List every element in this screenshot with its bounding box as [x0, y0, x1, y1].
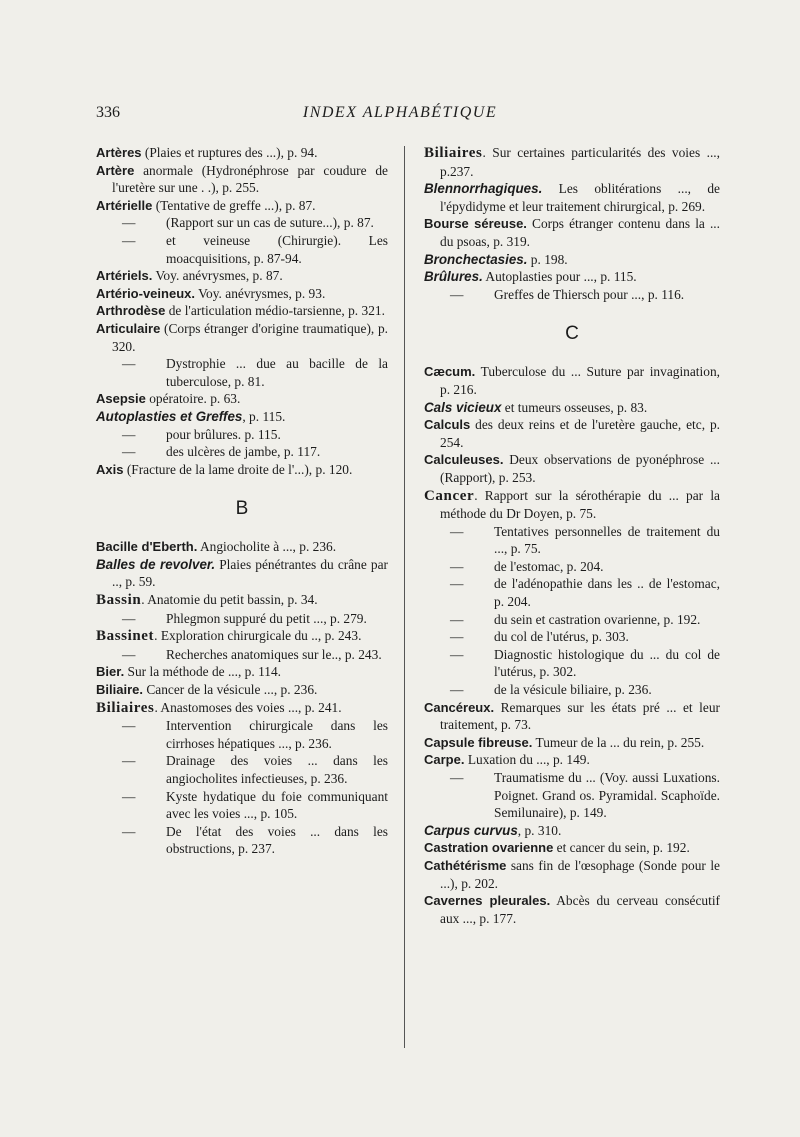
page-number: 336 — [96, 104, 120, 121]
index-entry — [424, 487, 720, 523]
entry-headword: Bier. — [96, 664, 125, 680]
index-entry — [424, 839, 720, 857]
index-subentry — [424, 628, 720, 646]
index-entry — [96, 663, 388, 681]
entry-text: Remarques sur les états pré ... et leur traitement, p. 73. — [440, 699, 720, 733]
entry-text: Cancer de la vésicule ..., p. 236. — [142, 682, 318, 698]
section-letter: C — [565, 323, 579, 345]
entry-headword: Capsule fibreuse. — [424, 734, 533, 750]
entry-text: , p. 115. — [242, 408, 286, 424]
entry-headword: Bassinet — [96, 628, 155, 645]
entry-headword: Cavernes pleurales. — [424, 893, 551, 909]
entry-text: Voy. anévrysmes, p. 87. — [152, 268, 283, 284]
entry-headword: Artérielle — [96, 197, 153, 213]
subentry-dash: — — [450, 523, 464, 539]
index-entry — [96, 302, 388, 320]
running-head: INDEX ALPHABÉTIQUE — [302, 104, 498, 121]
subentry-dash: — — [122, 823, 136, 839]
entry-text: Voy. anévrysmes, p. 93. — [194, 285, 326, 301]
entry-text: Tumeur de la ... du rein, p. 255. — [532, 734, 705, 750]
entry-headword: Brûlures. — [424, 269, 483, 285]
index-entry — [96, 197, 388, 215]
index-entry — [424, 451, 720, 486]
section-letter: B — [235, 498, 249, 520]
entry-headword: Cals vicieux — [424, 399, 502, 415]
entry-text: Plaies pénétrantes du crâne par .., p. 59. — [112, 556, 388, 590]
entry-text: (Plaies et ruptures des ...), p. 94. — [141, 145, 318, 160]
left-column — [96, 144, 388, 858]
entry-text: Angiocholite à ..., p. 236. — [197, 539, 337, 555]
index-subentry — [96, 214, 388, 232]
right-column — [424, 144, 720, 927]
index-entry — [424, 399, 720, 417]
entry-headword: Biliaire. — [96, 682, 143, 698]
subentry-dash: — — [122, 444, 136, 460]
column-divider — [404, 146, 405, 1048]
index-entry — [96, 267, 388, 285]
subentry-text: du col de l'utérus, p. 303. — [494, 629, 629, 645]
entry-headword: Carpus curvus — [424, 822, 518, 838]
subentry-dash: — — [450, 576, 464, 592]
index-entry — [424, 215, 720, 250]
index-subentry — [96, 443, 388, 461]
entry-headword: Asepsie — [96, 391, 146, 407]
entry-headword: Bacille d'Eberth. — [96, 539, 198, 555]
index-entry — [424, 363, 720, 398]
entry-text: Luxation du ..., p. 149. — [464, 752, 590, 768]
entry-headword: Articulaire — [96, 320, 161, 336]
index-entry — [96, 556, 388, 591]
entry-headword: Artère — [96, 162, 135, 178]
index-entry — [96, 390, 388, 408]
subentry-text: Phlegmon suppuré du petit ..., p. 279. — [166, 610, 367, 626]
index-entry — [424, 734, 720, 752]
entry-text: Deux observations de pyonéphrose ... (Rapport), p. 253. — [440, 452, 720, 485]
index-entry — [96, 699, 388, 718]
index-entry — [96, 408, 388, 426]
index-entry — [424, 416, 720, 451]
entry-text: . Sur certaines particularités des voies ..., p.237. — [440, 145, 720, 179]
subentry-text: De l'état des voies ... dans les obstructions, p. 237. — [166, 823, 388, 857]
subentry-text: pour brûlures. p. 115. — [166, 426, 281, 442]
index-entry — [424, 180, 720, 215]
index-subentry — [424, 681, 720, 699]
subentry-dash: — — [122, 718, 136, 734]
entry-text: . Anatomie du petit bassin, p. 34. — [141, 592, 318, 608]
index-subentry — [96, 232, 388, 267]
index-subentry — [96, 788, 388, 823]
index-entry — [96, 538, 388, 556]
entry-text: . Exploration chirurgicale du .., p. 243. — [154, 628, 362, 644]
index-entry — [96, 285, 388, 303]
subentry-dash: — — [450, 646, 464, 662]
index-entry — [424, 144, 720, 180]
subentry-dash: — — [450, 682, 464, 698]
subentry-text: de l'adénopathie dans les .. de l'estomac, p. 204. — [494, 576, 720, 610]
entry-text: (Tentative de greffe ...), p. 87. — [152, 197, 316, 213]
entry-text: sans fin de l'œsophage (Sonde pour le ...), p. 202. — [440, 857, 720, 891]
index-subentry — [424, 769, 720, 822]
index-entry — [424, 251, 720, 269]
entry-headword: Blennorrhagiques. — [424, 181, 543, 197]
subentry-text: (Rapport sur un cas de suture...), p. 87. — [166, 215, 374, 231]
subentry-dash: — — [450, 286, 464, 302]
subentry-text: Greffes de Thiersch pour ..., p. 116. — [494, 286, 685, 302]
entry-headword: Calculeuses. — [424, 452, 504, 468]
entry-headword: Artério-veineux. — [96, 285, 195, 301]
index-subentry — [424, 611, 720, 629]
index-entry — [424, 892, 720, 927]
index-subentry — [96, 646, 388, 664]
subentry-dash: — — [122, 753, 136, 769]
subentry-dash: — — [450, 558, 464, 574]
index-subentry — [424, 286, 720, 304]
entry-headword: Bourse séreuse. — [424, 216, 527, 232]
subentry-text: Drainage des voies ... dans les angiocholites infectieuses, p. 236. — [166, 753, 388, 786]
entry-text: et cancer du sein, p. 192. — [553, 840, 690, 856]
entry-headword: Bronchectasies. — [424, 251, 528, 267]
entry-text: . Anastomoses des voies ..., p. 241. — [154, 699, 342, 715]
subentry-text: Recherches anatomiques sur le.., p. 243. — [166, 646, 382, 662]
entry-headword: Artères — [96, 145, 142, 160]
subentry-dash: — — [450, 629, 464, 645]
entry-text: (Corps étranger d'origine traumatique), p. 320. — [112, 320, 388, 354]
index-entry — [96, 627, 388, 646]
subentry-dash: — — [122, 610, 136, 626]
entry-text: de l'articulation médio-tarsienne, p. 321. — [165, 303, 385, 319]
index-entry — [96, 591, 388, 610]
index-subentry — [96, 355, 388, 390]
entry-headword: Bassin — [96, 592, 142, 609]
entry-headword: Artériels. — [96, 268, 153, 284]
subentry-text: Intervention chirurgicale dans les cirrhoses hépatiques ..., p. 236. — [166, 718, 388, 751]
index-entry — [96, 461, 388, 479]
entry-headword: Cancer — [424, 487, 475, 504]
index-entry — [96, 144, 388, 162]
entry-text: anormale (Hydronéphrose par coudure de l'uretère sur une . .), p. 255. — [112, 162, 388, 196]
subentry-text: de l'estomac, p. 204. — [494, 558, 604, 574]
entry-text: . Rapport sur la sérothérapie du ... par la méthode du Dr Doyen, p. 75. — [440, 487, 720, 522]
subentry-dash: — — [122, 788, 136, 804]
entry-text: Tuberculose du ... Suture par invagination, p. 216. — [440, 364, 720, 397]
entry-text: Sur la méthode de ..., p. 114. — [124, 664, 282, 680]
subentry-text: Tentatives personnelles de traitement du ..., p. 75. — [494, 523, 720, 557]
index-entry — [96, 681, 388, 699]
subentry-text: Dystrophie ... due au bacille de la tuberculose, p. 81. — [166, 356, 388, 389]
entry-text: des deux reins et de l'uretère gauche, etc, p. 254. — [440, 417, 720, 450]
index-subentry — [96, 717, 388, 752]
entry-headword: Castration ovarienne — [424, 840, 554, 856]
index-subentry — [96, 426, 388, 444]
subentry-text: du sein et castration ovarienne, p. 192. — [494, 611, 701, 627]
index-entry — [424, 857, 720, 892]
index-entry — [424, 268, 720, 286]
subentry-text: des ulcères de jambe, p. 117. — [166, 444, 321, 460]
subentry-text: Traumatisme du ... (Voy. aussi Luxations. Poignet. Grand os. Pyramidal. Scaphoïde. Semilunaire), p. 149. — [494, 770, 720, 821]
subentry-text: Diagnostic histologique du ... du col de l'utérus, p. 302. — [494, 646, 720, 680]
subentry-dash: — — [122, 356, 136, 372]
index-entry — [424, 751, 720, 769]
index-entry — [424, 822, 720, 840]
entry-headword: Axis — [96, 461, 124, 477]
entry-text: p. 198. — [527, 251, 568, 267]
entry-text: et tumeurs osseuses, p. 83. — [501, 399, 648, 415]
index-subentry — [96, 823, 388, 858]
subentry-dash: — — [122, 232, 136, 248]
index-subentry — [424, 575, 720, 610]
subentry-dash: — — [450, 611, 464, 627]
entry-headword: Calculs — [424, 417, 471, 433]
index-subentry — [96, 752, 388, 787]
index-subentry — [424, 523, 720, 558]
entry-headword: Balles de revolver. — [96, 556, 216, 572]
entry-headword: Biliaires — [424, 145, 483, 161]
entry-text: , p. 310. — [517, 822, 562, 838]
entry-text: Les oblitérations ..., de l'épydidyme et leur traitement chirurgical, p. 269. — [440, 181, 720, 214]
entry-text: Corps étranger contenu dans la ... du psoas, p. 319. — [440, 216, 720, 249]
entry-text: Autoplasties pour ..., p. 115. — [482, 269, 637, 285]
subentry-dash: — — [450, 770, 464, 785]
index-entry — [424, 699, 720, 734]
index-subentry — [424, 558, 720, 576]
entry-text: (Fracture de la lame droite de l'...), p. 120. — [123, 461, 353, 477]
subentry-text: et veineuse (Chirurgie). Les moacquisitions, p. 87-94. — [166, 232, 388, 266]
entry-headword: Cathétérisme — [424, 857, 507, 873]
entry-headword: Biliaires — [96, 699, 155, 716]
entry-headword: Arthrodèse — [96, 303, 166, 319]
index-subentry — [96, 610, 388, 628]
subentry-dash: — — [122, 215, 136, 231]
entry-headword: Autoplasties et Greffes — [96, 408, 243, 424]
subentry-text: Kyste hydatique du foie communiquant avec les voies ..., p. 105. — [166, 788, 388, 822]
index-entry — [96, 162, 388, 197]
subentry-text: de la vésicule biliaire, p. 236. — [494, 682, 652, 698]
entry-text: Abcès du cerveau consécutif aux ..., p. 177. — [440, 893, 720, 926]
index-entry — [96, 320, 388, 355]
entry-headword: Cancéreux. — [424, 699, 495, 715]
entry-text: opératoire. p. 63. — [145, 391, 241, 407]
index-subentry — [424, 646, 720, 681]
subentry-dash: — — [122, 426, 136, 442]
subentry-dash: — — [122, 646, 136, 662]
entry-headword: Cæcum. — [424, 364, 476, 380]
entry-headword: Carpe. — [424, 752, 465, 768]
